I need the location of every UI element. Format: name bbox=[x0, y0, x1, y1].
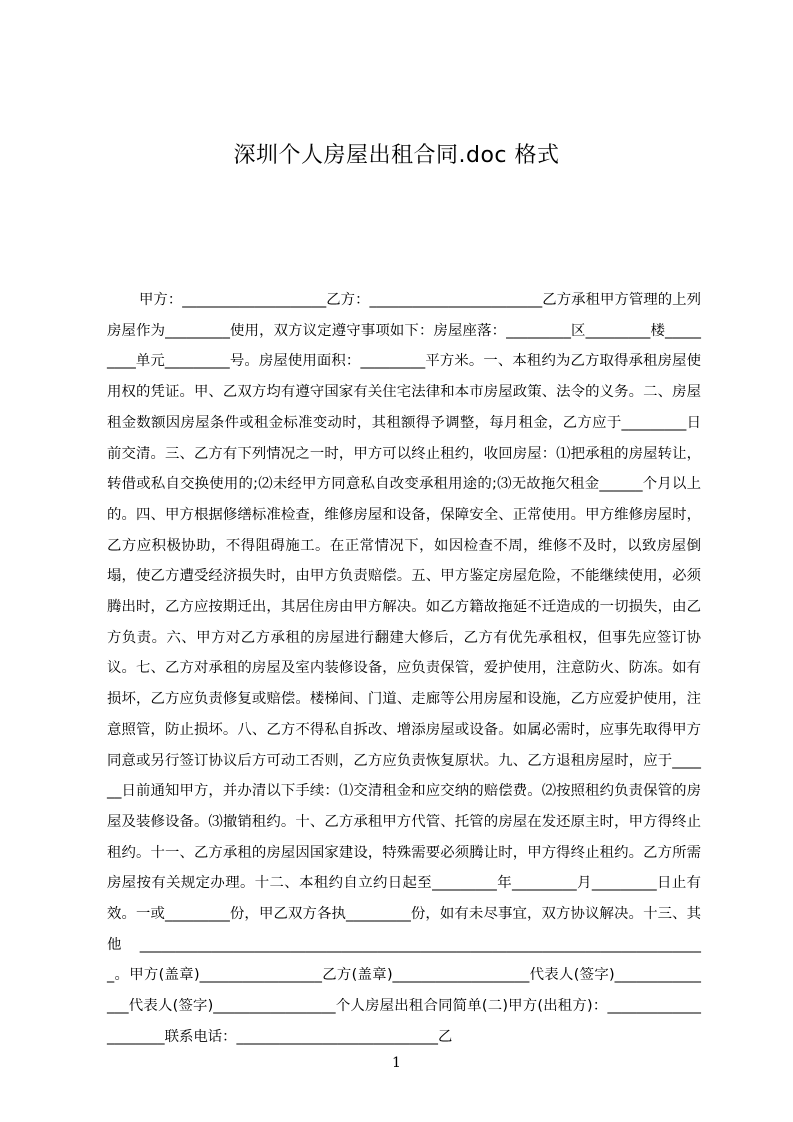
page-number: 1 bbox=[392, 1055, 401, 1071]
contract-body-text: 甲方：____________________乙方：________________________乙方承租甲方管理的上列房屋作为_________使用，双方议定遵守事项如下：房屋座落：_________区_________楼_________单元_________号。房屋使用面积：_________平方米。一、本租约为乙方取得承租房屋使用权的凭证。甲、乙双方均有遵守国家有关住宅法律和本市房屋政策、法令的义务。二、房屋租金数额因房屋条件或租金标准变动时，其租额得予调整，每月租金，乙方应于_________日前交清。三、乙方有下列情况之一时，甲方可以终止租约，收回房屋：⑴把承租的房屋转让，转借或私自交换使用的;⑵未经甲方同意私自改变承租用途的;⑶无故拖欠租金______个月以上的。四、甲方根据修缮标准检查，维修房屋和设备，保障安全、正常使用。甲方维修房屋时，乙方应积极协助，不得阻碍施工。在正常情况下，如因检查不周，维修不及时，以致房屋倒塌，使乙方遭受经济损失时，由甲方负责赔偿。五、甲方鉴定房屋危险，不能继续使用，必须腾出时，乙方应按期迁出，其居住房由甲方解决。如乙方籍故拖延不迁造成的一切损失，由乙方负责。六、甲方对乙方承租的房屋进行翻建大修后，乙方有优先承租权，但事先应签订协议。七、乙方对承租的房屋及室内装修设备，应负责保管，爱护使用，注意防火、防冻。如有损坏，乙方应负责修复或赔偿。楼梯间、门道、走廊等公用房屋和设施，乙方应爱护使用，注意照管，防止损坏。八、乙方不得私自拆改、增添房屋或设备。如属必需时，应事先取得甲方同意或另行签订协议后方可动工否则，乙方应负责恢复原状。九、乙方退租房屋时，应于______日前通知甲方，并办清以下手续：⑴交清租金和应交纳的赔偿费。⑵按照租约负责保管的房屋及装修设备。⑶撤销租约。十、乙方承租甲方代管、托管的房屋在发还原主时，甲方得终止租约。十一、乙方承租的房屋因国家建设，特殊需要必须腾让时，甲方得终止租约。乙方所需房屋按有关规定办理。十二、本租约自立约日起至_________年_________月_________日止有效。一或_________份，甲乙双方各执_________份，如有未尽事宜，双方协议解决。十三、其他_______________________________________________________________________________。甲方(盖章)_________________乙方(盖章)___________________代表人(签字)_______________代表人(签字)_________________个人房屋出租合同简单(二)甲方(出租方)：_____________________联系电话：____________________________乙 bbox=[107, 292, 701, 1045]
document-title: 深圳个人房屋出租合同.doc 格式 bbox=[233, 143, 560, 168]
